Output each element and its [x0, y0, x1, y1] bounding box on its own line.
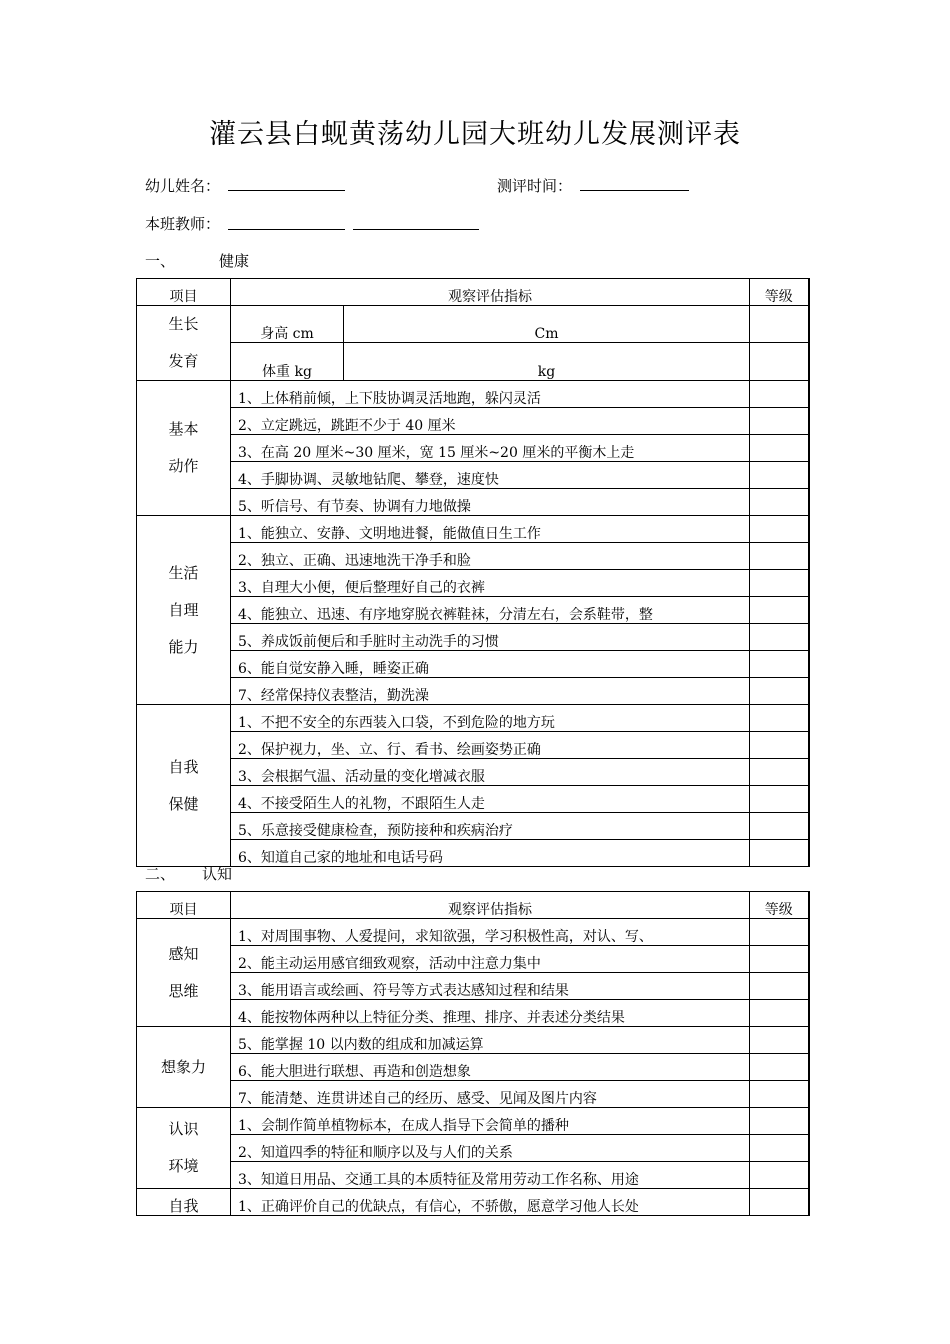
section-title: 健康: [219, 252, 250, 270]
grade-cell[interactable]: [750, 732, 809, 759]
table-row: [137, 462, 809, 489]
table-row: [137, 651, 809, 678]
section-number: 一、: [145, 252, 176, 270]
grade-cell[interactable]: [750, 1108, 809, 1135]
grade-cell[interactable]: [750, 678, 809, 705]
eval-time-blank[interactable]: [580, 190, 689, 191]
category-growth: 生长 发育: [137, 306, 231, 381]
indicator: 3、会根据气温、活动量的变化增减衣服: [231, 759, 750, 786]
indicator: 3、知道日用品、交通工具的本质特征及常用劳动工作名称、用途: [231, 1162, 750, 1189]
grade-cell[interactable]: [750, 1000, 809, 1027]
header-indicator: 观察评估指标: [231, 279, 750, 306]
eval-time-label: 测评时间：: [497, 177, 573, 195]
indicator: 3、能用语言或绘画、符号等方式表达感知过程和结果: [231, 973, 750, 1000]
indicator: 7、能清楚、连贯讲述自己的经历、感受、见闻及图片内容: [231, 1081, 750, 1108]
grade-cell[interactable]: [750, 570, 809, 597]
teacher-blank-1[interactable]: [228, 229, 345, 230]
section-number: 二、: [145, 865, 176, 883]
table-row: [137, 435, 809, 462]
table-row: [137, 678, 809, 705]
indicator: 3、自理大小便，便后整理好自己的衣裤: [231, 570, 750, 597]
indicator: 1、正确评价自己的优缺点，有信心，不骄傲，愿意学习他人长处: [231, 1189, 750, 1216]
grade-cell[interactable]: [750, 543, 809, 570]
page-title: 灌云县白蚬黄荡幼儿园大班幼儿发展测评表: [209, 119, 741, 150]
category-self-care: 生活 自理 能力: [137, 516, 231, 705]
indicator: 2、知道四季的特征和顺序以及与人们的关系: [231, 1135, 750, 1162]
indicator: 1、不把不安全的东西装入口袋，不到危险的地方玩: [231, 705, 750, 732]
grade-cell[interactable]: [750, 651, 809, 678]
grade-cell[interactable]: [750, 973, 809, 1000]
table-row: [137, 489, 809, 516]
table-row: [137, 570, 809, 597]
height-label: 身高 cm: [231, 306, 344, 343]
grade-cell[interactable]: [750, 408, 809, 435]
header-item: 项目: [137, 279, 231, 306]
table-row: [137, 1081, 809, 1108]
grade-cell[interactable]: [750, 705, 809, 732]
grade-cell[interactable]: [750, 786, 809, 813]
grade-cell[interactable]: [750, 1054, 809, 1081]
table-row: [137, 919, 809, 946]
category-environment: 认识 环境: [137, 1108, 231, 1189]
table-row: [137, 946, 809, 973]
grade-cell[interactable]: [750, 919, 809, 946]
grade-cell[interactable]: [750, 813, 809, 840]
table-row: [137, 1189, 809, 1216]
indicator: 4、不接受陌生人的礼物，不跟陌生人走: [231, 786, 750, 813]
grade-cell[interactable]: [750, 381, 809, 408]
table-row: [137, 813, 809, 840]
section-title: 认知: [202, 865, 233, 883]
section-health-heading: [145, 250, 249, 271]
grade-cell[interactable]: [750, 1189, 809, 1216]
indicator: 4、能按物体两种以上特征分类、推理、排序、并表述分类结果: [231, 1000, 750, 1027]
height-unit: Cm: [344, 306, 750, 343]
header-grade: 等级: [750, 892, 809, 919]
indicator: 2、保护视力，坐、立、行、看书、绘画姿势正确: [231, 732, 750, 759]
weight-unit: kg: [344, 342, 750, 380]
table-row: [137, 840, 809, 867]
table-row: [137, 759, 809, 786]
teacher-label: 本班教师：: [145, 215, 221, 233]
table-row: [137, 381, 809, 408]
table-header-row: [137, 279, 809, 306]
grade-cell[interactable]: [750, 489, 809, 516]
grade-cell[interactable]: [750, 435, 809, 462]
table-row: [137, 306, 809, 343]
indicator: 5、听信号、有节奏、协调有力地做操: [231, 489, 750, 516]
indicator: 1、对周围事物、人爱提问，求知欲强，学习积极性高，对认、写、: [231, 919, 750, 946]
header-indicator: 观察评估指标: [231, 892, 750, 919]
indicator: 4、能独立、迅速、有序地穿脱衣裤鞋袜，分清左右，会系鞋带，整: [231, 597, 750, 624]
table-row: [137, 1162, 809, 1189]
grade-cell[interactable]: [750, 1027, 809, 1054]
indicator: 5、养成饭前便后和手脏时主动洗手的习惯: [231, 624, 750, 651]
indicator: 1、能独立、安静、文明地进餐，能做值日生工作: [231, 516, 750, 543]
indicator: 3、在高 20 厘米~30 厘米，宽 15 厘米~20 厘米的平衡木上走: [231, 435, 750, 462]
grade-cell[interactable]: [750, 597, 809, 624]
table-row: [137, 1135, 809, 1162]
table-row: [137, 1108, 809, 1135]
grade-cell[interactable]: [750, 624, 809, 651]
grade-cell[interactable]: [750, 306, 809, 343]
table-row: [137, 342, 809, 380]
grade-cell[interactable]: [750, 1162, 809, 1189]
indicator: 4、手脚协调、灵敏地钻爬、攀登，速度快: [231, 462, 750, 489]
table-row: [137, 408, 809, 435]
category-imagination: 想象力: [137, 1027, 231, 1108]
table-row: [137, 705, 809, 732]
category-self-protection: 自我 保健: [137, 705, 231, 867]
grade-cell[interactable]: [750, 342, 809, 380]
grade-cell[interactable]: [750, 946, 809, 973]
grade-cell[interactable]: [750, 1135, 809, 1162]
grade-cell[interactable]: [750, 462, 809, 489]
grade-cell[interactable]: [750, 840, 809, 867]
grade-cell[interactable]: [750, 1081, 809, 1108]
grade-cell[interactable]: [750, 516, 809, 543]
table-row: [137, 1054, 809, 1081]
health-table: [136, 278, 810, 867]
indicator: 6、能自觉安静入睡，睡姿正确: [231, 651, 750, 678]
indicator: 1、会制作简单植物标本，在成人指导下会简单的播种: [231, 1108, 750, 1135]
grade-cell[interactable]: [750, 759, 809, 786]
table-row: [137, 543, 809, 570]
category-perception-thinking: 感知 思维: [137, 919, 231, 1027]
table-row: [137, 597, 809, 624]
table-header-row: [137, 892, 809, 919]
category-self: 自我: [137, 1189, 231, 1216]
header-item: 项目: [137, 892, 231, 919]
table-row: [137, 732, 809, 759]
weight-label: 体重 kg: [231, 342, 344, 380]
table-row: [137, 786, 809, 813]
indicator: 2、独立、正确、迅速地洗干净手和脸: [231, 543, 750, 570]
indicator: 7、经常保持仪表整洁，勤洗澡: [231, 678, 750, 705]
indicator: 5、乐意接受健康检查，预防接种和疾病治疗: [231, 813, 750, 840]
table-row: [137, 1000, 809, 1027]
table-row: [137, 516, 809, 543]
table-row: [137, 1027, 809, 1054]
table-row: [137, 624, 809, 651]
child-name-blank[interactable]: [228, 190, 345, 191]
teacher-blank-2[interactable]: [353, 229, 479, 230]
indicator: 1、上体稍前倾，上下肢协调灵活地跑，躲闪灵活: [231, 381, 750, 408]
cognition-table: [136, 891, 810, 1216]
indicator: 6、能大胆进行联想、再造和创造想象: [231, 1054, 750, 1081]
indicator: 6、知道自己家的地址和电话号码: [231, 840, 750, 867]
category-basic-motor: 基本 动作: [137, 381, 231, 516]
header-grade: 等级: [750, 279, 809, 306]
table-row: [137, 973, 809, 1000]
indicator: 2、立定跳远，跳距不少于 40 厘米: [231, 408, 750, 435]
indicator: 5、能掌握 10 以内数的组成和加减运算: [231, 1027, 750, 1054]
section-cognition-heading: [145, 863, 232, 884]
child-name-label: 幼儿姓名：: [145, 177, 221, 195]
indicator: 2、能主动运用感官细致观察，活动中注意力集中: [231, 946, 750, 973]
